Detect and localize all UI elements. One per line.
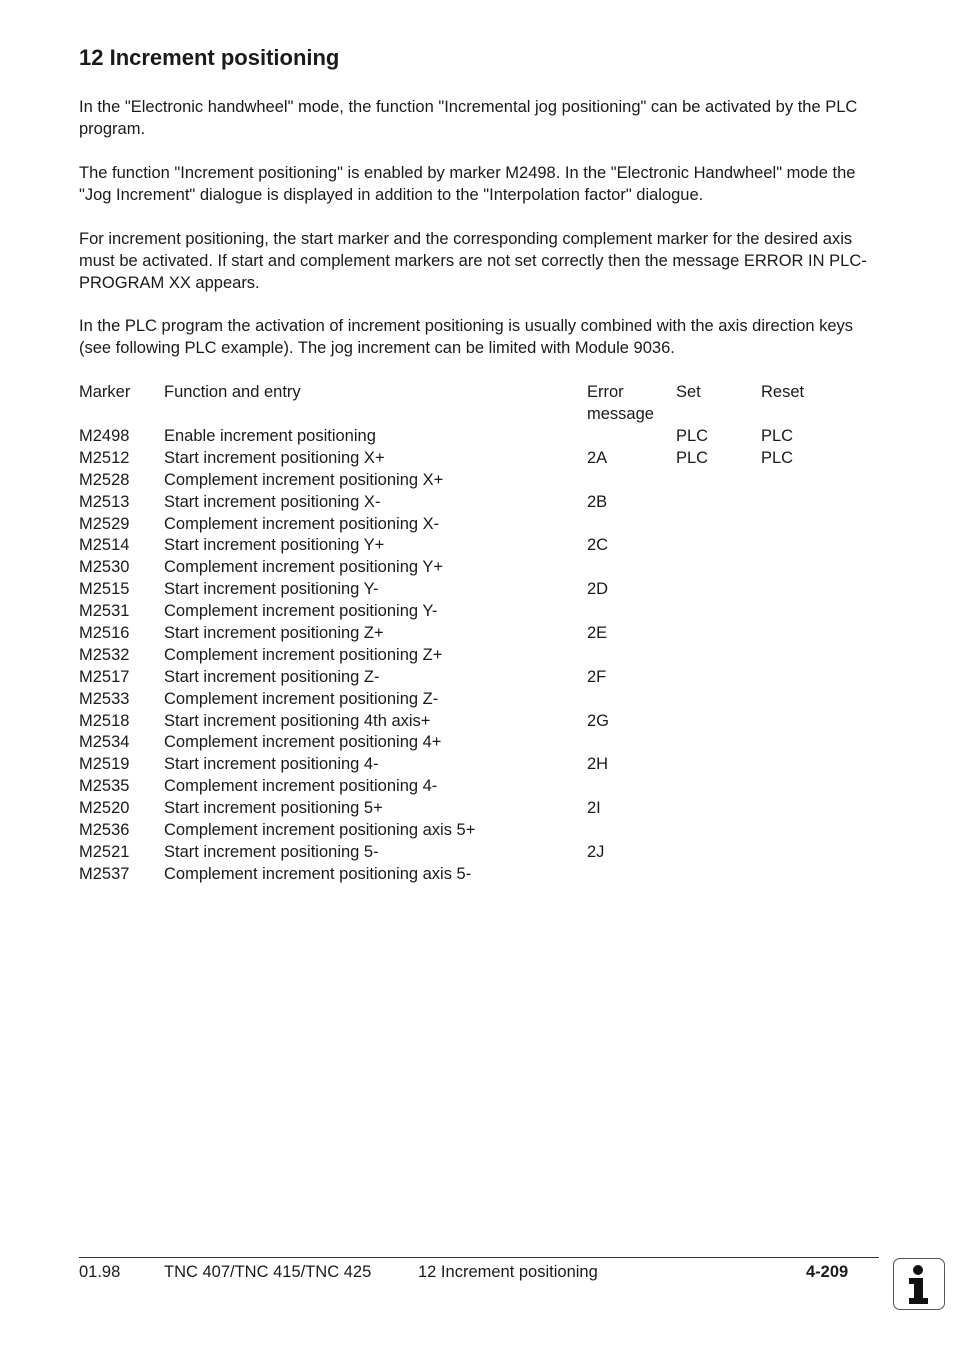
- cell-function: Complement increment positioning X+: [164, 470, 444, 489]
- cell-function: Complement increment positioning axis 5-: [164, 864, 472, 883]
- cell-function: Complement increment positioning Z+: [164, 645, 443, 664]
- footer-divider: [79, 1257, 879, 1258]
- cell-marker: M2519: [79, 755, 130, 774]
- table-row: [79, 447, 879, 469]
- footer-model: TNC 407/TNC 415/TNC 425: [164, 1263, 372, 1281]
- cell-function: Start increment positioning 4-: [164, 755, 379, 774]
- cell-error: 2F: [587, 667, 607, 686]
- cell-function: Complement increment positioning 4+: [164, 733, 442, 752]
- cell-function: Complement increment positioning axis 5+: [164, 821, 476, 840]
- cell-marker: M2533: [79, 689, 130, 708]
- cell-marker: M2515: [79, 580, 130, 599]
- cell-function: Enable increment positioning: [164, 427, 376, 445]
- cell-set: PLC: [676, 448, 709, 467]
- table-row: [79, 819, 879, 841]
- cell-marker: M2536: [79, 821, 130, 840]
- cell-marker: M2514: [79, 536, 130, 555]
- cell-error: 2H: [587, 755, 609, 774]
- table-row: [79, 731, 879, 753]
- cell-function: Start increment positioning X+: [164, 448, 385, 467]
- table-row: [79, 425, 879, 447]
- cell-marker: M2512: [79, 448, 130, 467]
- cell-marker: M2537: [79, 864, 130, 883]
- cell-marker: M2516: [79, 624, 130, 643]
- cell-marker: M2513: [79, 492, 130, 511]
- cell-function: Complement increment positioning Y+: [164, 558, 443, 577]
- table-row: [79, 863, 879, 885]
- marker-table: [79, 381, 879, 885]
- table-row: [79, 578, 879, 600]
- footer-chapter: 12 Increment positioning: [418, 1263, 598, 1281]
- cell-error: 2E: [587, 624, 608, 643]
- cell-error: 2A: [587, 448, 608, 467]
- table-row: [79, 469, 879, 491]
- cell-error: 2I: [587, 799, 601, 818]
- cell-marker: M2531: [79, 602, 130, 621]
- cell-function: Start increment positioning 4th axis+: [164, 711, 431, 730]
- cell-reset: PLC: [761, 448, 794, 467]
- cell-error: 2B: [587, 492, 608, 511]
- table-row: [79, 775, 879, 797]
- header-marker: Marker: [79, 383, 131, 401]
- cell-marker: M2535: [79, 777, 130, 796]
- cell-function: Start increment positioning Z-: [164, 667, 380, 686]
- cell-error: 2J: [587, 842, 605, 861]
- cell-function: Complement increment positioning Y-: [164, 602, 438, 621]
- header-error: Error message: [587, 383, 654, 423]
- cell-function: Start increment positioning X-: [164, 492, 381, 511]
- table-body: [79, 425, 879, 885]
- cell-error: 2C: [587, 536, 609, 555]
- header-function: Function and entry: [164, 383, 301, 401]
- cell-marker: M2520: [79, 799, 130, 818]
- table-row: [79, 710, 879, 732]
- cell-function: Complement increment positioning Z-: [164, 689, 439, 708]
- paragraph-activation: For increment positioning, the start marker and the corresponding complement marker for the desired axis must be activated. If start and complement markers are not set correctly then the message ERROR IN PLC-PROGRAM XX appears.: [79, 230, 867, 292]
- cell-function: Start increment positioning 5+: [164, 799, 383, 818]
- cell-function: Complement increment positioning 4-: [164, 777, 438, 796]
- cell-marker: M2518: [79, 711, 130, 730]
- cell-marker: M2530: [79, 558, 130, 577]
- table-row: [79, 797, 879, 819]
- paragraph-intro: In the "Electronic handwheel" mode, the function "Incremental jog positioning" can be activated by the PLC program.: [79, 98, 858, 138]
- cell-function: Start increment positioning Z+: [164, 624, 384, 643]
- cell-marker: M2532: [79, 645, 130, 664]
- table-row: [79, 600, 879, 622]
- table-row: [79, 513, 879, 535]
- cell-marker: M2498: [79, 427, 130, 445]
- cell-function: Start increment positioning Y+: [164, 536, 385, 555]
- cell-error: 2G: [587, 711, 610, 730]
- info-icon: [893, 1258, 945, 1310]
- cell-set: PLC: [676, 427, 709, 445]
- footer-page-number: 4-209: [806, 1263, 849, 1281]
- cell-marker: M2534: [79, 733, 130, 752]
- cell-function: Complement increment positioning X-: [164, 514, 440, 533]
- table-row: [79, 644, 879, 666]
- table-row: [79, 753, 879, 775]
- header-set: Set: [676, 383, 701, 401]
- cell-marker: M2517: [79, 667, 130, 686]
- table-row: [79, 556, 879, 578]
- cell-marker: M2528: [79, 470, 130, 489]
- table-header: [79, 381, 879, 425]
- cell-error: 2D: [587, 580, 609, 599]
- cell-reset: PLC: [761, 427, 794, 445]
- header-reset: Reset: [761, 383, 805, 401]
- paragraph-plc: In the PLC program the activation of increment positioning is usually combined with the axis direction keys (see following PLC example). The jog increment can be limited with Module 9036.: [79, 317, 854, 357]
- paragraph-enable: The function "Increment positioning" is enabled by marker M2498. In the "Electronic Handwheel" mode the "Jog Increment" dialogue is displayed in addition to the "Interpolation factor" dialogue.: [79, 164, 856, 204]
- table-row: [79, 534, 879, 556]
- cell-function: Start increment positioning Y-: [164, 580, 379, 599]
- cell-marker: M2521: [79, 842, 130, 861]
- cell-marker: M2529: [79, 514, 130, 533]
- table-row: [79, 688, 879, 710]
- footer-date: 01.98: [79, 1263, 121, 1281]
- table-row: [79, 491, 879, 513]
- page-title: 12 Increment positioning: [79, 45, 340, 70]
- table-row: [79, 622, 879, 644]
- cell-function: Start increment positioning 5-: [164, 842, 379, 861]
- table-row: [79, 841, 879, 863]
- table-row: [79, 666, 879, 688]
